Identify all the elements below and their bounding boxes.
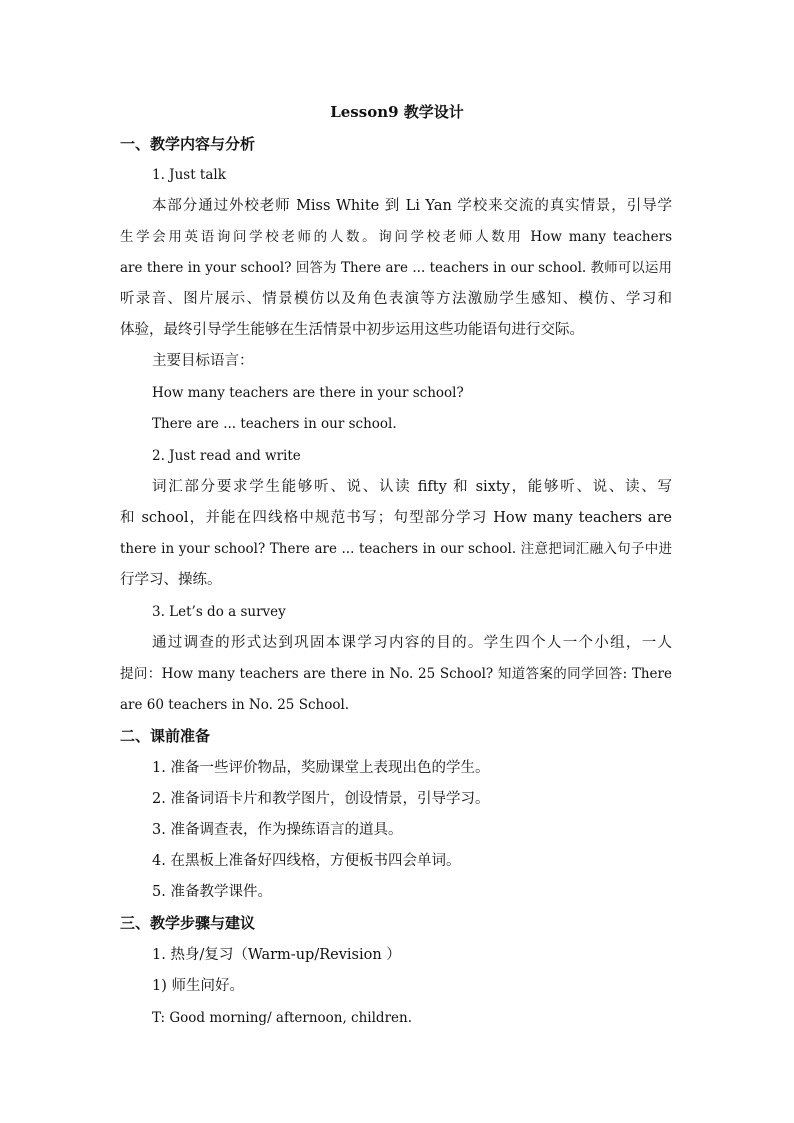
paragraph-line: 通过调查的形式达到巩固本课学习内容的目的。学生四个人一个小组，一人	[152, 635, 672, 651]
list-item: 1. 准备一些评价物品，奖励课堂上表现出色的学生。	[152, 760, 490, 776]
step-heading-warmup: 1. 热身/复习（Warm-up/Revision ）	[152, 947, 401, 963]
list-item: 2. 准备词语卡片和教学图片，创设情景，引导学习。	[152, 791, 490, 807]
part-heading-just-talk: 1. Just talk	[152, 167, 226, 183]
target-language-question: How many teachers are there in your school?	[152, 385, 464, 401]
dialog-line: T: Good morning/ afternoon, children.	[152, 1010, 413, 1026]
paragraph-line: 本部分通过外校老师 Miss White 到 Li Yan 学校来交流的真实情景，引导学	[152, 198, 672, 214]
paragraph-line: are 60 teachers in No. 25 School.	[120, 697, 350, 713]
section-heading-teaching-steps: 三、教学步骤与建议	[120, 914, 256, 932]
part-heading-read-write: 2. Just read and write	[152, 448, 301, 464]
list-item: 5. 准备教学课件。	[152, 884, 272, 900]
step-sub-item: 1) 师生问好。	[152, 978, 244, 994]
target-language-answer: There are ... teachers in our school.	[152, 416, 397, 432]
paragraph-line: are there in your school? 回答为 There are ... teachers in our school. 教师可以运用	[120, 260, 672, 276]
list-item: 4. 在黑板上准备好四线格，方便板书四会单词。	[152, 853, 461, 869]
paragraph-line: 行学习、操练。	[120, 572, 222, 588]
paragraph-line: 体验，最终引导学生能够在生活情景中初步运用这些功能语句进行交际。	[120, 322, 584, 338]
paragraph-line: there in your school? There are ... teachers in our school. 注意把词汇融入句子中进	[120, 541, 672, 557]
section-heading-content-analysis: 一、教学内容与分析	[120, 135, 256, 153]
document-title: Lesson9 教学设计	[330, 103, 464, 121]
list-item: 3. 准备调查表，作为操练语言的道具。	[152, 822, 403, 838]
part-heading-survey: 3. Let’s do a survey	[152, 604, 286, 620]
section-heading-preparation: 二、课前准备	[120, 727, 211, 745]
paragraph-line: 听录音、图片展示、情景模仿以及角色表演等方法激励学生感知、模仿、学习和	[120, 291, 672, 307]
paragraph-line: 提问：How many teachers are there in No. 25 School? 知道答案的同学回答: There	[120, 666, 672, 682]
paragraph-line: 词汇部分要求学生能够听、说、认读 fifty 和 sixty，能够听、说、读、写	[152, 479, 672, 495]
paragraph-line: 生学会用英语询问学校老师的人数。询问学校老师人数用 How many teachers	[120, 229, 672, 245]
target-language-label: 主要目标语言：	[152, 353, 254, 369]
paragraph-line: 和 school，并能在四线格中规范书写；句型部分学习 How many teachers are	[120, 510, 672, 526]
